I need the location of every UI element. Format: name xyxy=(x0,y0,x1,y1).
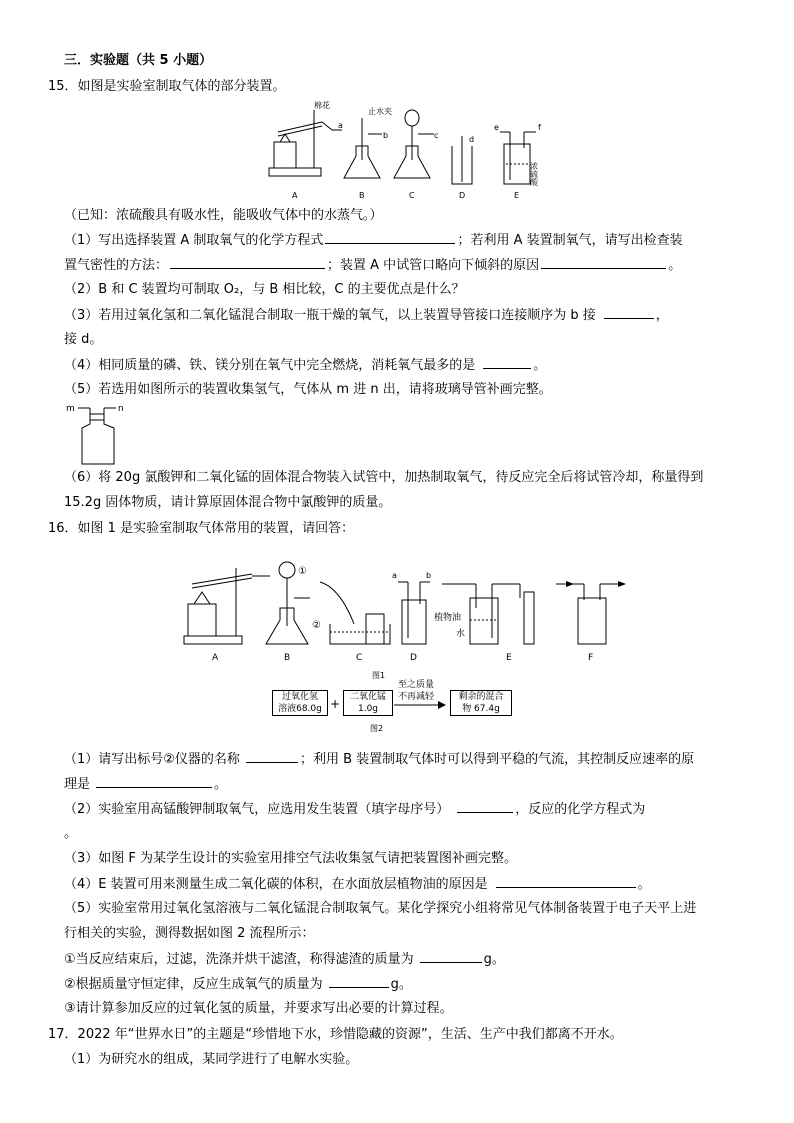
q17-stem: 17．2022 年“世界水日”的主题是“珍惜地下水，珍惜隐藏的资源”，生活、生产中我们都离不开水。 xyxy=(48,1027,623,1042)
flow-box-hydrogen-peroxide: 过氧化氢 溶液68.0g xyxy=(272,690,328,716)
svg-text:f: f xyxy=(538,123,541,132)
svg-text:m: m xyxy=(66,404,75,414)
svg-text:E: E xyxy=(514,191,520,200)
q15-part3-line2: 接 d。 xyxy=(64,332,103,347)
svg-text:B: B xyxy=(359,191,365,200)
q15-note: （已知：浓硫酸具有吸水性，能吸收气体中的水蒸气。） xyxy=(64,208,383,223)
q16-part5-line1: （5）实验室常用过氧化氢溶液与二氧化锰混合制取氧气。某化学探究小组将常见气体制备装置于电子天平上进 xyxy=(64,901,697,916)
label-water: 水 xyxy=(456,629,466,639)
q15-part4: （4）相同质量的磷、铁、镁分别在氧气中完全燃烧，消耗氧气最多的是 。 xyxy=(64,358,547,373)
flow-plus: + xyxy=(330,697,341,711)
label-cotton: 棉花 xyxy=(314,101,330,110)
label-clip: 止水夹 xyxy=(368,107,392,116)
svg-text:a: a xyxy=(392,571,397,580)
flow-arrow-label-top: 至之质量 xyxy=(398,680,435,690)
q16-apparatus-figure xyxy=(180,548,630,684)
q16-part1-line1: （1）请写出标号②仪器的名称 ；利用 B 装置制取气体时可以得到平稳的气流，其控制反应速率的原 xyxy=(64,752,695,767)
svg-text:a: a xyxy=(338,121,343,130)
q15-part6-line1: （6）将 20g 氯酸钾和二氧化锰的固体混合物装入试管中，加热制取氧气，待反应完全后将试管冷却，称量得到 xyxy=(64,470,704,485)
q15-part5: （5）若选用如图所示的装置收集氢气，气体从 m 进 n 出，请将玻璃导管补画完整。 xyxy=(64,382,552,397)
q15-apparatus-figure xyxy=(264,98,564,204)
q15-stem: 15．如图是实验室制取气体的部分装置。 xyxy=(48,79,286,94)
label-oil: 植物油 xyxy=(434,613,462,623)
svg-text:F: F xyxy=(588,653,594,663)
q16-step3: ③请计算参加反应的过氧化氢的质量，并要求写出必要的计算过程。 xyxy=(64,1001,453,1016)
q16-part3: （3）如图 F 为某学生设计的实验室用排空气法收集氢气请把装置图补画完整。 xyxy=(64,851,518,866)
svg-text:e: e xyxy=(494,123,499,132)
svg-text:C: C xyxy=(356,653,363,663)
svg-text:D: D xyxy=(410,653,417,663)
svg-text:A: A xyxy=(212,653,219,663)
q15-part2: （2）B 和 C 装置均可制取 O₂，与 B 相比较，C 的主要优点是什么？ xyxy=(64,282,465,297)
q16-part4: （4）E 装置可用来测量生成二氧化碳的体积，在水面放层植物油的原因是 。 xyxy=(64,877,651,892)
section-title: 三．实验题（共 5 小题） xyxy=(64,53,213,68)
svg-text:D: D xyxy=(459,191,466,200)
q15-part3-line1: （3）若用过氧化氢和二氧化锰混合制取一瓶干燥的氧气，以上装置导管接口连接顺序为 b 接 ， xyxy=(64,308,669,323)
q17-part1: （1）为研究水的组成，某同学进行了电解水实验。 xyxy=(64,1052,359,1067)
svg-text:②: ② xyxy=(312,620,321,631)
svg-text:①: ① xyxy=(298,566,307,577)
q15-gas-bottle-figure xyxy=(60,400,130,466)
svg-text:b: b xyxy=(383,131,389,140)
svg-text:c: c xyxy=(434,131,439,140)
q16-stem: 16．如图 1 是实验室制取气体常用的装置，请回答： xyxy=(48,521,355,536)
fig1-caption: 图1 xyxy=(372,671,386,680)
q15-part1-line1: （1）写出选择装置 A 制取氧气的化学方程式 ；若利用 A 装置制氧气，请写出检查装 xyxy=(64,233,683,248)
svg-text:n: n xyxy=(118,404,124,414)
svg-text:A: A xyxy=(292,191,298,200)
q16-part5-line2: 行相关的实验，测得数据如图 2 流程所示： xyxy=(64,926,315,941)
q16-part2-line1: （2）实验室用高锰酸钾制取氧气，应选用发生装置（填字母序号） ，反应的化学方程式为 xyxy=(64,802,646,817)
flow-box-manganese-dioxide: 二氧化锰 1.0g xyxy=(343,690,393,716)
svg-text:E: E xyxy=(506,653,512,663)
svg-text:b: b xyxy=(426,571,432,580)
svg-text:d: d xyxy=(469,135,475,144)
flow-arrow-label-bottom: 不再减轻 xyxy=(398,692,435,702)
flow-box-remaining-mixture: 剩余的混合 物 67.4g xyxy=(450,690,512,716)
q15-part6-line2: 15.2g 固体物质，请计算原固体混合物中氯酸钾的质量。 xyxy=(64,495,392,510)
svg-text:B: B xyxy=(284,653,291,663)
q16-part2-line2: 。 xyxy=(64,826,78,841)
q16-part1-line2: 理是 。 xyxy=(64,777,228,792)
svg-text:C: C xyxy=(409,191,415,200)
flow-arrow xyxy=(394,700,446,710)
label-acid: 浓硫酸 xyxy=(529,162,539,186)
q15-part1-line2: 置气密性的方法： ；装置 A 中试管口略向下倾斜的原因 。 xyxy=(64,258,682,273)
fig2-caption: 图2 xyxy=(370,724,384,733)
q16-step2: ②根据质量守恒定律，反应生成氧气的质量为 g。 xyxy=(64,977,412,992)
q16-step1: ①当反应结束后，过滤，洗涤并烘干滤渣，称得滤渣的质量为 g。 xyxy=(64,952,505,967)
